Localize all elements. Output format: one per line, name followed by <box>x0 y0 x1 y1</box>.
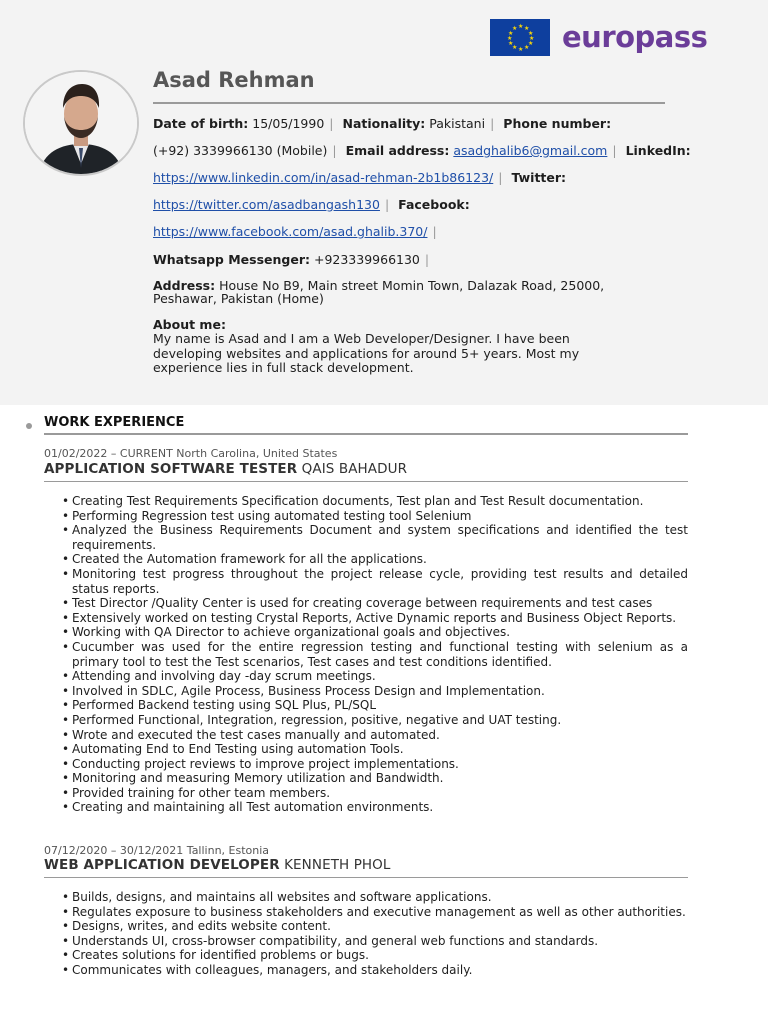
job-title-line <box>44 857 391 873</box>
duty-item: • Extensively worked on testing Crystal Reports, Active Dynamic reports and Business Object Reports. <box>62 611 688 626</box>
duty-item: • Performed Backend testing using SQL Plus, PL/SQL <box>62 698 688 713</box>
duty-item: • Regulates exposure to business stakeholders and executive management as well as other authorities. <box>62 905 688 920</box>
duty-item: • Working with QA Director to achieve organizational goals and objectives. <box>62 625 688 640</box>
duty-item: • Designs, writes, and edits website content. <box>62 919 688 934</box>
linkedin-link[interactable]: https://www.linkedin.com/in/asad-rehman-2b1b86123/ <box>153 170 494 185</box>
whatsapp-label: Whatsapp Messenger: <box>153 252 310 267</box>
job-divider <box>44 877 688 878</box>
facebook-label: Facebook: <box>398 197 470 212</box>
duty-item: • Attending and involving day -day scrum meetings. <box>62 669 688 684</box>
info-line-1 <box>153 116 673 131</box>
separator: | <box>424 252 430 267</box>
info-line-6 <box>153 252 673 267</box>
job-duties-list <box>62 890 688 978</box>
whatsapp-value: +923339966130 <box>313 252 420 267</box>
nationality-value: Pakistani <box>429 116 486 131</box>
duty-item: • Creates solutions for identified problems or bugs. <box>62 948 688 963</box>
section-bullet-icon <box>26 423 32 429</box>
duty-item: • Test Director /Quality Center is used for creating coverage between requirements and test cases <box>62 596 688 611</box>
address-line-2 <box>153 291 673 306</box>
job-meta: 01/02/2022 – CURRENT North Carolina, United States <box>44 447 338 460</box>
europass-logo <box>490 18 707 56</box>
duty-item: • Creating and maintaining all Test automation environments. <box>62 800 688 815</box>
separator: | <box>612 143 617 158</box>
twitter-link[interactable]: https://twitter.com/asadbangash130 <box>153 197 380 212</box>
email-label: Email address: <box>345 143 450 158</box>
separator: | <box>332 143 337 158</box>
duty-item: • Communicates with colleagues, managers, and stakeholders daily. <box>62 963 688 978</box>
duty-item: • Performed Functional, Integration, regression, positive, negative and UAT testing. <box>62 713 688 728</box>
section-divider <box>44 433 688 435</box>
job-title: WEB APPLICATION DEVELOPER <box>44 857 280 873</box>
duty-item: • Performing Regression test using automated testing tool Selenium <box>62 509 688 524</box>
job-divider <box>44 481 688 482</box>
duty-item: • Analyzed the Business Requirements Document and system specifications and identified the test requirements. <box>62 523 688 552</box>
phone-label: Phone number: <box>503 116 612 131</box>
separator: | <box>329 116 334 131</box>
facebook-link[interactable]: https://www.facebook.com/asad.ghalib.370/ <box>153 224 428 239</box>
name-divider <box>153 102 665 104</box>
avatar <box>23 70 139 176</box>
info-line-2 <box>153 143 691 158</box>
address-value: House No B9, Main street Momin Town, Dalazak Road, 25000, <box>219 278 605 293</box>
about-text: My name is Asad and I am a Web Developer/Designer. I have been developing websites and applications for around 5+ years. Most my experience lies in full stack development. <box>153 331 580 375</box>
duty-item: • Monitoring test progress throughout the project release cycle, providing test results and detailed status reports. <box>62 567 688 596</box>
about-label-line <box>153 317 673 332</box>
job-title-line <box>44 461 407 477</box>
duty-item: • Conducting project reviews to improve project implementations. <box>62 757 688 772</box>
duty-item: • Monitoring and measuring Memory utilization and Bandwidth. <box>62 771 688 786</box>
duty-item: • Creating Test Requirements Specification documents, Test plan and Test Result documentation. <box>62 494 688 509</box>
address-label: Address: <box>153 278 216 293</box>
dob-label: Date of birth: <box>153 116 249 131</box>
info-line-4 <box>153 197 673 212</box>
duty-item: • Automating End to End Testing using automation Tools. <box>62 742 688 757</box>
job-employer: QAIS BAHADUR <box>301 461 408 477</box>
separator: | <box>498 170 503 185</box>
eu-flag-icon: ★ ★ ★ ★ ★ ★ ★ ★ ★ ★ ★ ★ <box>490 19 550 56</box>
address-value-2: Peshawar, Pakistan (Home) <box>153 291 324 306</box>
profile-photo-icon <box>25 72 137 174</box>
duty-item: • Created the Automation framework for all the applications. <box>62 552 688 567</box>
duty-item: • Involved in SDLC, Agile Process, Business Process Design and Implementation. <box>62 684 688 699</box>
twitter-label: Twitter: <box>511 170 567 185</box>
job-meta: 07/12/2020 – 30/12/2021 Tallinn, Estonia <box>44 844 270 857</box>
duty-item: • Understands UI, cross-browser compatibility, and general web functions and standards. <box>62 934 688 949</box>
info-line-5 <box>153 224 673 239</box>
job-duties-list <box>62 494 688 815</box>
dob-value: 15/05/1990 <box>252 116 325 131</box>
duty-item: • Provided training for other team members. <box>62 786 688 801</box>
separator: | <box>384 197 390 212</box>
nationality-label: Nationality: <box>342 116 426 131</box>
duty-item: • Wrote and executed the test cases manually and automated. <box>62 728 688 743</box>
duty-item: • Builds, designs, and maintains all websites and software applications. <box>62 890 688 905</box>
phone-value: (+92) 3339966130 (Mobile) <box>153 143 328 158</box>
info-line-3 <box>153 170 673 185</box>
email-link[interactable]: asadghalib6@gmail.com <box>453 143 608 158</box>
linkedin-label: LinkedIn: <box>625 143 691 158</box>
separator: | <box>432 224 437 239</box>
person-name: Asad Rehman <box>153 68 315 92</box>
duty-item: • Cucumber was used for the entire regression testing and functional testing with selenium as a primary tool to test the Test scenarios, Test cases and test conditions identified. <box>62 640 688 669</box>
job-employer: KENNETH PHOL <box>284 857 391 873</box>
separator: | <box>490 116 495 131</box>
logo-text: europass <box>562 19 708 54</box>
section-title: WORK EXPERIENCE <box>44 415 185 430</box>
job-title: APPLICATION SOFTWARE TESTER <box>44 461 298 477</box>
about-label: About me: <box>153 317 226 332</box>
